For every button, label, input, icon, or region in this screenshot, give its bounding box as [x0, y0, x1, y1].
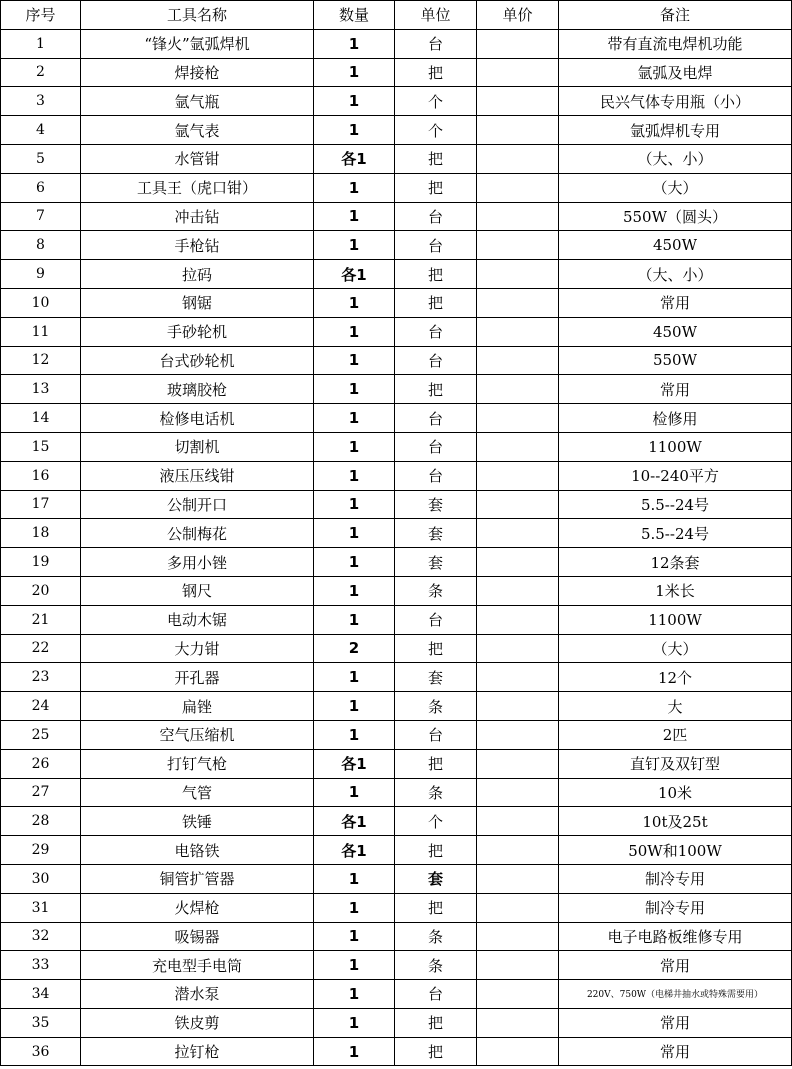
row-unit: 把	[395, 288, 477, 317]
row-unit: 套	[395, 548, 477, 577]
row-remarks: 常用	[559, 288, 792, 317]
row-unit: 台	[395, 432, 477, 461]
row-quantity: 1	[314, 404, 395, 433]
row-seq: 27	[1, 778, 81, 807]
row-unit-price	[477, 404, 559, 433]
table-row	[1, 317, 792, 346]
row-tool-name: 冲击钻	[81, 202, 314, 231]
row-seq: 34	[1, 980, 81, 1009]
header-unit: 单位	[395, 1, 477, 30]
table-row	[1, 548, 792, 577]
row-remarks: 12条套	[559, 548, 792, 577]
row-quantity: 1	[314, 980, 395, 1009]
row-remarks: 常用	[559, 1037, 792, 1066]
row-unit-price	[477, 663, 559, 692]
row-unit-price	[477, 980, 559, 1009]
table-row	[1, 634, 792, 663]
row-remarks: 制冷专用	[559, 893, 792, 922]
table-row	[1, 922, 792, 951]
row-tool-name: 铜管扩管器	[81, 864, 314, 893]
row-remarks: （大）	[559, 173, 792, 202]
table-row	[1, 58, 792, 87]
row-remarks: （大、小）	[559, 260, 792, 289]
row-unit: 把	[395, 58, 477, 87]
row-unit: 台	[395, 404, 477, 433]
row-quantity: 1	[314, 1037, 395, 1066]
row-unit: 把	[395, 749, 477, 778]
table-row	[1, 807, 792, 836]
row-quantity: 1	[314, 490, 395, 519]
row-quantity: 1	[314, 87, 395, 116]
row-seq: 5	[1, 144, 81, 173]
row-tool-name: 打钉气枪	[81, 749, 314, 778]
row-remarks: 550W（圆头）	[559, 202, 792, 231]
row-quantity: 各1	[314, 749, 395, 778]
row-unit-price	[477, 605, 559, 634]
table-row	[1, 519, 792, 548]
row-seq: 26	[1, 749, 81, 778]
row-unit-price	[477, 836, 559, 865]
row-remarks: （大）	[559, 634, 792, 663]
row-unit-price	[477, 692, 559, 721]
row-quantity: 1	[314, 893, 395, 922]
row-unit-price	[477, 29, 559, 58]
row-remarks: 1100W	[559, 432, 792, 461]
row-remarks: 5.5--24号	[559, 490, 792, 519]
row-unit-price	[477, 231, 559, 260]
row-unit-price	[477, 173, 559, 202]
row-seq: 35	[1, 1008, 81, 1037]
row-quantity: 1	[314, 922, 395, 951]
table-row	[1, 836, 792, 865]
row-quantity: 1	[314, 202, 395, 231]
table-row	[1, 144, 792, 173]
row-remarks: 10米	[559, 778, 792, 807]
table-row	[1, 778, 792, 807]
table-row	[1, 432, 792, 461]
row-remarks: 2匹	[559, 720, 792, 749]
row-seq: 21	[1, 605, 81, 634]
table-row	[1, 1037, 792, 1066]
row-unit-price	[477, 922, 559, 951]
table-row	[1, 720, 792, 749]
row-seq: 11	[1, 317, 81, 346]
row-remarks: 氩弧焊机专用	[559, 116, 792, 145]
row-unit: 套	[395, 864, 477, 893]
row-tool-name: 氩气表	[81, 116, 314, 145]
row-unit-price	[477, 749, 559, 778]
row-remarks: 450W	[559, 317, 792, 346]
row-unit: 条	[395, 951, 477, 980]
row-tool-name: 检修电话机	[81, 404, 314, 433]
row-remarks: 10--240平方	[559, 461, 792, 490]
row-tool-name: 铁锤	[81, 807, 314, 836]
row-unit-price	[477, 375, 559, 404]
row-quantity: 1	[314, 317, 395, 346]
row-unit-price	[477, 490, 559, 519]
row-unit: 把	[395, 893, 477, 922]
row-tool-name: 吸锡器	[81, 922, 314, 951]
row-tool-name: 拉钉枪	[81, 1037, 314, 1066]
row-seq: 1	[1, 29, 81, 58]
row-tool-name: 钢锯	[81, 288, 314, 317]
row-quantity: 1	[314, 346, 395, 375]
row-quantity: 1	[314, 173, 395, 202]
row-remarks: 制冷专用	[559, 864, 792, 893]
row-unit-price	[477, 778, 559, 807]
row-seq: 30	[1, 864, 81, 893]
row-seq: 28	[1, 807, 81, 836]
row-remarks: 1100W	[559, 605, 792, 634]
row-quantity: 1	[314, 519, 395, 548]
row-quantity: 各1	[314, 144, 395, 173]
row-tool-name: 铁皮剪	[81, 1008, 314, 1037]
header-unit-price: 单价	[477, 1, 559, 30]
row-tool-name: 潜水泵	[81, 980, 314, 1009]
row-tool-name: 氩气瓶	[81, 87, 314, 116]
row-quantity: 1	[314, 605, 395, 634]
row-unit: 条	[395, 778, 477, 807]
row-unit-price	[477, 1037, 559, 1066]
row-remarks: 10t及25t	[559, 807, 792, 836]
header-remarks: 备注	[559, 1, 792, 30]
row-remarks: 常用	[559, 375, 792, 404]
row-seq: 2	[1, 58, 81, 87]
row-remarks: 1米长	[559, 576, 792, 605]
row-remarks: 5.5--24号	[559, 519, 792, 548]
row-unit: 台	[395, 720, 477, 749]
row-unit: 台	[395, 29, 477, 58]
row-seq: 7	[1, 202, 81, 231]
row-unit: 套	[395, 663, 477, 692]
row-quantity: 1	[314, 231, 395, 260]
row-tool-name: 拉码	[81, 260, 314, 289]
row-unit-price	[477, 346, 559, 375]
row-tool-name: 开孔器	[81, 663, 314, 692]
row-remarks: 氩弧及电焊	[559, 58, 792, 87]
row-quantity: 1	[314, 951, 395, 980]
row-remarks: 12个	[559, 663, 792, 692]
row-unit-price	[477, 1008, 559, 1037]
row-tool-name: 台式砂轮机	[81, 346, 314, 375]
row-seq: 31	[1, 893, 81, 922]
row-unit: 台	[395, 980, 477, 1009]
row-unit: 台	[395, 461, 477, 490]
row-unit-price	[477, 116, 559, 145]
row-tool-name: 公制开口	[81, 490, 314, 519]
row-tool-name: 玻璃胶枪	[81, 375, 314, 404]
table-row	[1, 1008, 792, 1037]
row-remarks: 电子电路板维修专用	[559, 922, 792, 951]
table-row	[1, 260, 792, 289]
row-unit: 台	[395, 202, 477, 231]
row-unit-price	[477, 951, 559, 980]
row-unit-price	[477, 317, 559, 346]
row-unit: 把	[395, 375, 477, 404]
row-tool-name: 钢尺	[81, 576, 314, 605]
row-unit-price	[477, 58, 559, 87]
row-quantity: 各1	[314, 260, 395, 289]
table-row	[1, 980, 792, 1009]
row-tool-name: 电铬铁	[81, 836, 314, 865]
row-seq: 9	[1, 260, 81, 289]
table-row	[1, 605, 792, 634]
row-seq: 32	[1, 922, 81, 951]
table-row	[1, 692, 792, 721]
row-unit-price	[477, 144, 559, 173]
row-remarks: 常用	[559, 1008, 792, 1037]
row-tool-name: 焊接枪	[81, 58, 314, 87]
table-row	[1, 490, 792, 519]
row-seq: 33	[1, 951, 81, 980]
row-quantity: 1	[314, 720, 395, 749]
row-tool-name: 大力钳	[81, 634, 314, 663]
row-quantity: 1	[314, 663, 395, 692]
row-unit: 把	[395, 836, 477, 865]
row-seq: 18	[1, 519, 81, 548]
row-tool-name: 水管钳	[81, 144, 314, 173]
row-seq: 13	[1, 375, 81, 404]
row-seq: 15	[1, 432, 81, 461]
row-unit: 条	[395, 922, 477, 951]
table-row	[1, 893, 792, 922]
row-tool-name: 手砂轮机	[81, 317, 314, 346]
row-seq: 19	[1, 548, 81, 577]
row-unit: 个	[395, 116, 477, 145]
row-seq: 20	[1, 576, 81, 605]
row-seq: 25	[1, 720, 81, 749]
row-quantity: 1	[314, 58, 395, 87]
row-quantity: 1	[314, 548, 395, 577]
row-tool-name: 多用小锉	[81, 548, 314, 577]
row-remarks: 民兴气体专用瓶（小）	[559, 87, 792, 116]
row-quantity: 1	[314, 461, 395, 490]
row-quantity: 1	[314, 778, 395, 807]
table-row	[1, 404, 792, 433]
header-tool-name: 工具名称	[81, 1, 314, 30]
row-quantity: 1	[314, 692, 395, 721]
row-seq: 8	[1, 231, 81, 260]
row-unit-price	[477, 461, 559, 490]
row-unit-price	[477, 893, 559, 922]
row-seq: 22	[1, 634, 81, 663]
table-row	[1, 663, 792, 692]
row-quantity: 1	[314, 432, 395, 461]
row-remarks: 直钉及双钉型	[559, 749, 792, 778]
row-unit-price	[477, 288, 559, 317]
row-tool-name: 工具王（虎口钳）	[81, 173, 314, 202]
row-unit: 把	[395, 1037, 477, 1066]
row-tool-name: 火焊枪	[81, 893, 314, 922]
row-quantity: 1	[314, 864, 395, 893]
row-unit-price	[477, 519, 559, 548]
row-unit: 台	[395, 346, 477, 375]
row-seq: 17	[1, 490, 81, 519]
row-unit: 台	[395, 605, 477, 634]
row-quantity: 各1	[314, 836, 395, 865]
row-seq: 3	[1, 87, 81, 116]
table-row	[1, 576, 792, 605]
row-unit: 台	[395, 317, 477, 346]
row-quantity: 1	[314, 116, 395, 145]
row-quantity: 2	[314, 634, 395, 663]
row-unit: 个	[395, 87, 477, 116]
row-seq: 12	[1, 346, 81, 375]
header-quantity: 数量	[314, 1, 395, 30]
row-seq: 36	[1, 1037, 81, 1066]
row-unit: 把	[395, 173, 477, 202]
row-seq: 23	[1, 663, 81, 692]
row-tool-name: “锋火”氩弧焊机	[81, 29, 314, 58]
table-row	[1, 951, 792, 980]
row-quantity: 1	[314, 375, 395, 404]
row-quantity: 1	[314, 29, 395, 58]
row-unit: 台	[395, 231, 477, 260]
row-tool-name: 液压压线钳	[81, 461, 314, 490]
row-remarks: 检修用	[559, 404, 792, 433]
row-remarks: （大、小）	[559, 144, 792, 173]
table-row	[1, 87, 792, 116]
row-remarks: 450W	[559, 231, 792, 260]
row-seq: 29	[1, 836, 81, 865]
row-unit-price	[477, 432, 559, 461]
row-remarks: 550W	[559, 346, 792, 375]
row-quantity: 1	[314, 288, 395, 317]
row-unit: 把	[395, 260, 477, 289]
row-seq: 24	[1, 692, 81, 721]
row-unit: 个	[395, 807, 477, 836]
row-unit-price	[477, 634, 559, 663]
row-seq: 16	[1, 461, 81, 490]
row-remarks: 带有直流电焊机功能	[559, 29, 792, 58]
table-row	[1, 461, 792, 490]
row-tool-name: 扁锉	[81, 692, 314, 721]
header-row	[1, 1, 792, 30]
row-unit: 把	[395, 144, 477, 173]
row-seq: 4	[1, 116, 81, 145]
row-tool-name: 电动木锯	[81, 605, 314, 634]
row-tool-name: 空气压缩机	[81, 720, 314, 749]
row-unit-price	[477, 807, 559, 836]
row-unit-price	[477, 864, 559, 893]
row-quantity: 1	[314, 1008, 395, 1037]
row-remarks: 常用	[559, 951, 792, 980]
row-unit-price	[477, 202, 559, 231]
row-unit: 套	[395, 519, 477, 548]
row-unit-price	[477, 260, 559, 289]
row-tool-name: 充电型手电筒	[81, 951, 314, 980]
table-row	[1, 346, 792, 375]
row-tool-name: 手枪钻	[81, 231, 314, 260]
row-remarks: 50W和100W	[559, 836, 792, 865]
row-seq: 6	[1, 173, 81, 202]
row-tool-name: 气管	[81, 778, 314, 807]
row-unit: 条	[395, 576, 477, 605]
table-row	[1, 29, 792, 58]
row-seq: 14	[1, 404, 81, 433]
row-remarks: 220V、750W（电梯井抽水或特殊需要用）	[559, 980, 792, 1009]
table-row	[1, 864, 792, 893]
row-unit-price	[477, 548, 559, 577]
row-unit: 套	[395, 490, 477, 519]
row-unit-price	[477, 87, 559, 116]
row-unit-price	[477, 720, 559, 749]
header-seq: 序号	[1, 1, 81, 30]
table-row	[1, 288, 792, 317]
row-unit: 把	[395, 634, 477, 663]
row-seq: 10	[1, 288, 81, 317]
row-unit: 条	[395, 692, 477, 721]
row-quantity: 各1	[314, 807, 395, 836]
row-remarks: 大	[559, 692, 792, 721]
table-row	[1, 116, 792, 145]
table-row	[1, 375, 792, 404]
table-body	[1, 29, 792, 1066]
row-quantity: 1	[314, 576, 395, 605]
row-tool-name: 切割机	[81, 432, 314, 461]
row-unit: 把	[395, 1008, 477, 1037]
table-row	[1, 231, 792, 260]
table-row	[1, 749, 792, 778]
table-row	[1, 173, 792, 202]
table-row	[1, 202, 792, 231]
row-tool-name: 公制梅花	[81, 519, 314, 548]
row-unit-price	[477, 576, 559, 605]
